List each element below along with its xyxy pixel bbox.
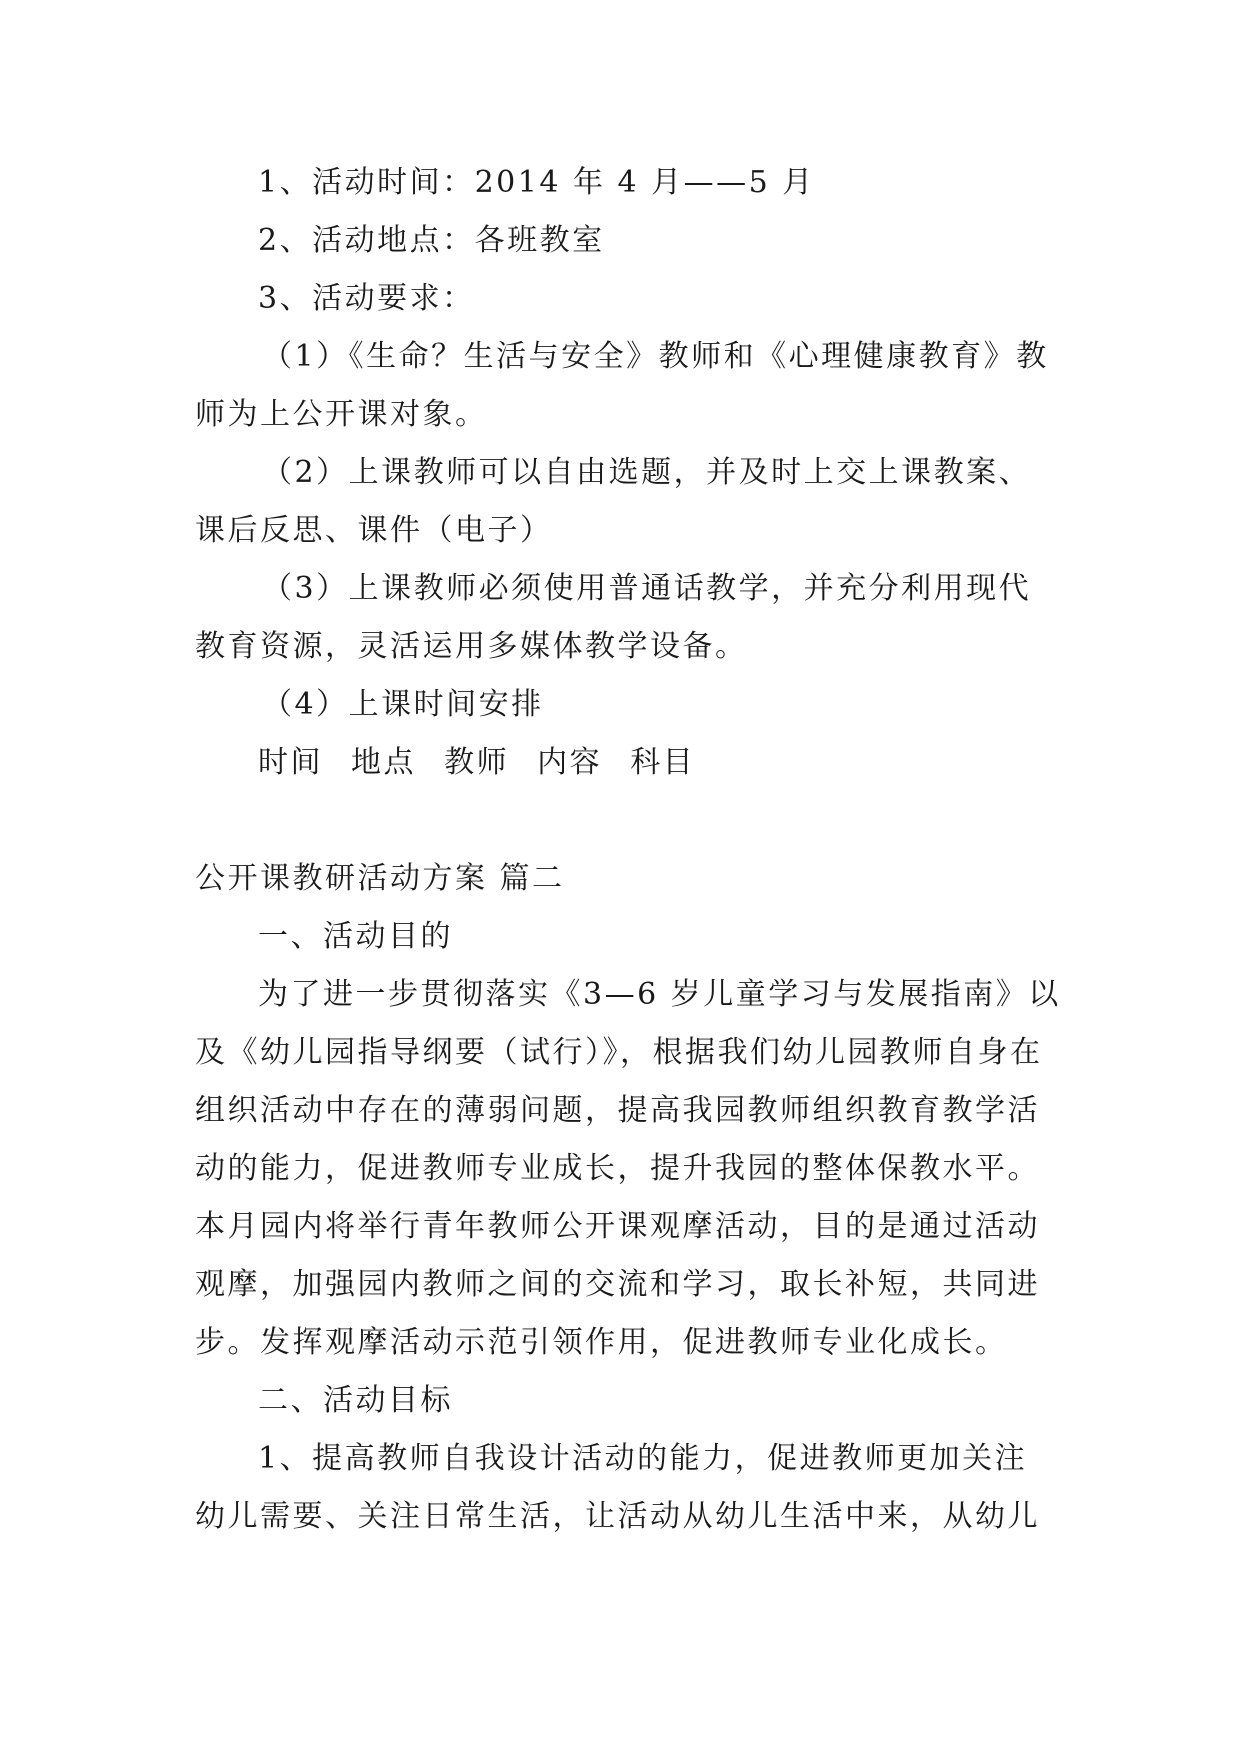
requirement-1-line-2: 师为上公开课对象。 — [195, 397, 488, 432]
purpose-paragraph-line-4: 动的能力，促进教师专业成长，提升我园的整体保教水平。 — [195, 1151, 1040, 1186]
activity-time: 1、活动时间：2014 年 4 月——5 月 — [258, 165, 815, 200]
requirement-1-line-1: （1）《生命？生活与安全》教师和《心理健康教育》教 — [262, 339, 1049, 374]
requirement-3-line-2: 教育资源，灵活运用多媒体教学设备。 — [195, 629, 748, 664]
requirement-3-line-1: （3）上课教师必须使用普通话教学，并充分利用现代 — [262, 571, 1032, 606]
purpose-paragraph-line-5: 本月园内将举行青年教师公开课观摩活动，目的是通过活动 — [195, 1209, 1040, 1244]
goal-paragraph-line-1: 1、提高教师自我设计活动的能力，促进教师更加关注 — [258, 1441, 1028, 1476]
goal-paragraph-line-2: 幼儿需要、关注日常生活，让活动从幼儿生活中来，从幼儿 — [195, 1499, 1040, 1534]
schedule-table-header — [258, 744, 711, 782]
header-content: 内容 — [537, 745, 603, 780]
activity-location: 2、活动地点：各班教室 — [258, 223, 605, 258]
purpose-paragraph-line-7: 步。发挥观摩活动示范引领作用，促进教师专业化成长。 — [195, 1325, 1008, 1360]
activity-purpose-heading: 一、活动目的 — [258, 919, 453, 954]
section-2-title: 公开课教研活动方案 篇二 — [195, 861, 565, 896]
header-location: 地点 — [351, 745, 417, 780]
purpose-paragraph-line-6: 观摩，加强园内教师之间的交流和学习，取长补短，共同进 — [195, 1267, 1040, 1302]
requirement-4: （4）上课时间安排 — [262, 687, 544, 722]
purpose-paragraph-line-1: 为了进一步贯彻落实《3—6 岁儿童学习与发展指南》以 — [258, 977, 1061, 1012]
requirement-2-line-2: 课后反思、课件（电子） — [195, 513, 553, 548]
purpose-paragraph-line-3: 组织活动中存在的薄弱问题，提高我园教师组织教育教学活 — [195, 1093, 1040, 1128]
purpose-paragraph-line-2: 及《幼儿园指导纲要（试行）》，根据我们幼儿园教师自身在 — [195, 1035, 1043, 1070]
activity-requirements-heading: 3、活动要求： — [258, 281, 475, 316]
activity-goal-heading: 二、活动目标 — [258, 1383, 453, 1418]
header-subject: 科目 — [630, 745, 696, 780]
header-time: 时间 — [258, 745, 323, 780]
requirement-2-line-1: （2）上课教师可以自由选题，并及时上交上课教案、 — [262, 455, 1032, 490]
header-teacher: 教师 — [444, 745, 510, 780]
